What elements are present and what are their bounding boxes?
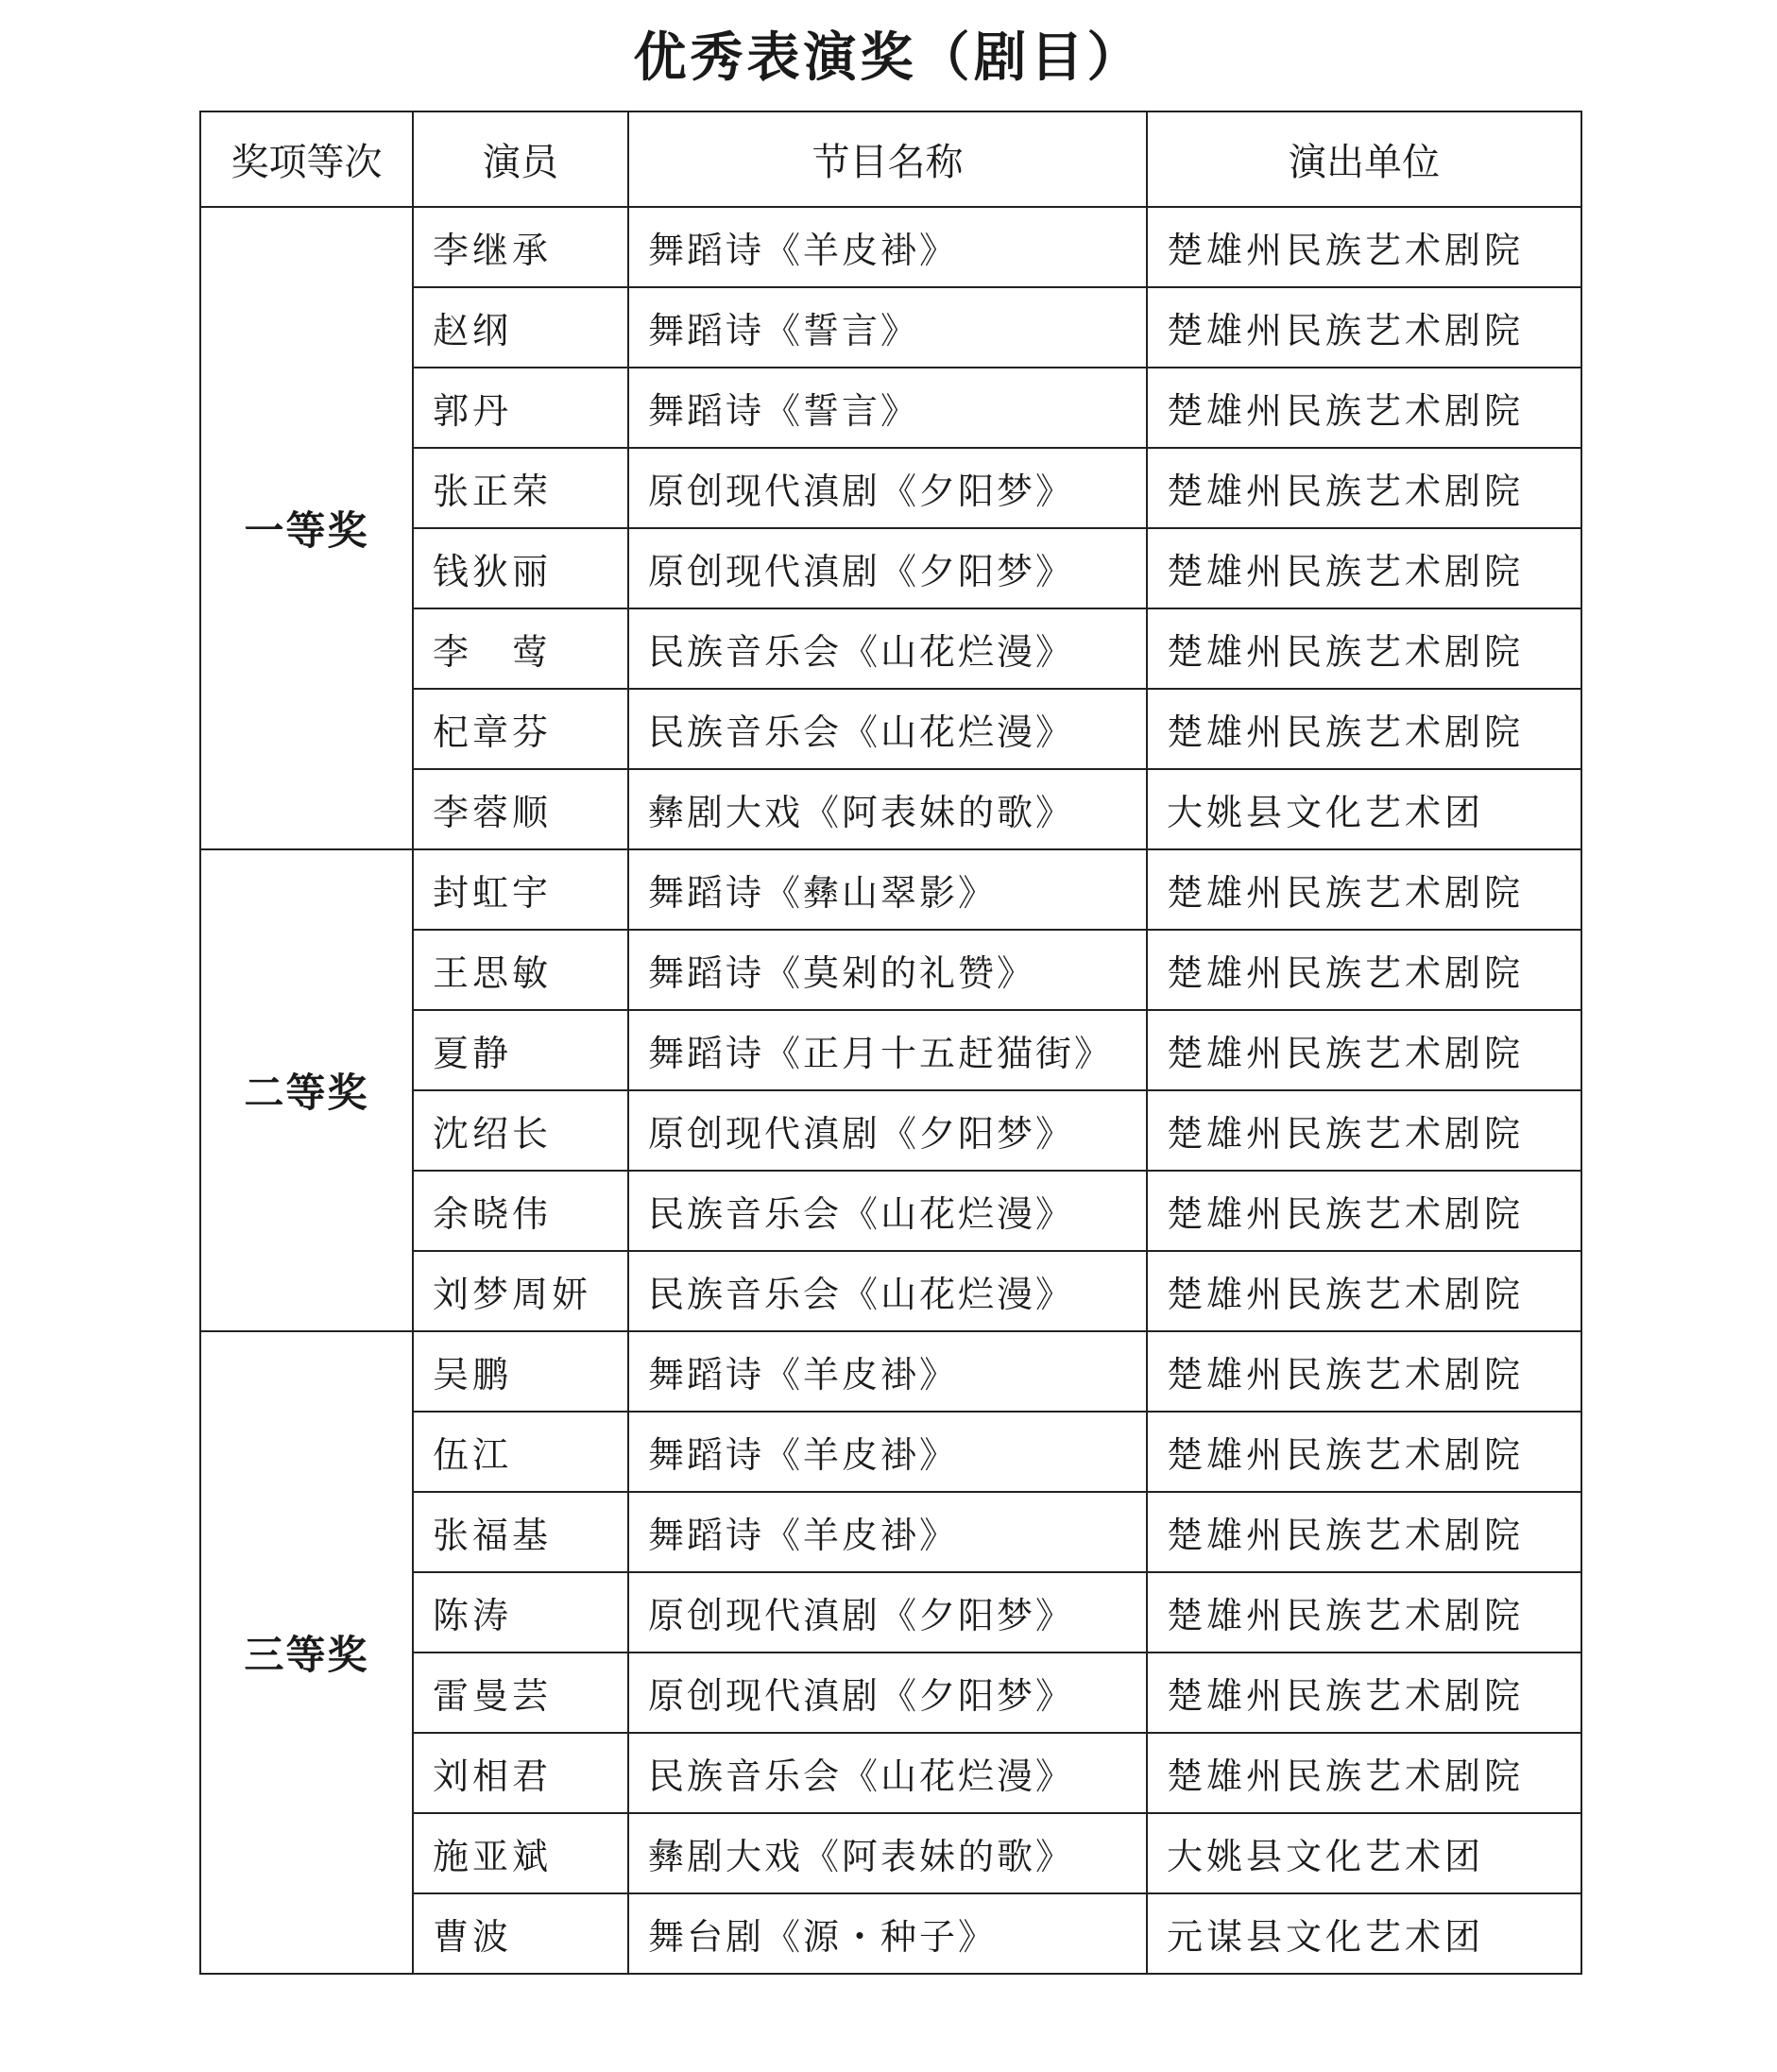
program-cell: 彝剧大戏《阿表妹的歌》 <box>628 1813 1147 1893</box>
unit-cell: 楚雄州民族艺术剧院 <box>1147 528 1581 608</box>
actor-cell: 雷曼芸 <box>413 1652 628 1733</box>
program-cell: 民族音乐会《山花烂漫》 <box>628 1733 1147 1813</box>
program-cell: 舞蹈诗《彝山翠影》 <box>628 849 1147 930</box>
unit-cell: 楚雄州民族艺术剧院 <box>1147 1171 1581 1251</box>
program-cell: 民族音乐会《山花烂漫》 <box>628 608 1147 689</box>
table-body <box>200 207 1581 1974</box>
actor-cell: 李蓉顺 <box>413 769 628 849</box>
program-cell: 舞蹈诗《誓言》 <box>628 287 1147 368</box>
header-row <box>200 111 1581 207</box>
unit-cell: 楚雄州民族艺术剧院 <box>1147 1652 1581 1733</box>
header-program: 节目名称 <box>628 111 1147 207</box>
actor-cell: 吴鹏 <box>413 1331 628 1412</box>
actor-cell: 余晓伟 <box>413 1171 628 1251</box>
actor-cell: 钱狄丽 <box>413 528 628 608</box>
actor-cell: 郭丹 <box>413 368 628 448</box>
program-cell: 舞蹈诗《羊皮褂》 <box>628 1331 1147 1412</box>
unit-cell: 楚雄州民族艺术剧院 <box>1147 1010 1581 1090</box>
unit-cell: 楚雄州民族艺术剧院 <box>1147 1331 1581 1412</box>
actor-cell: 伍江 <box>413 1412 628 1492</box>
actor-cell: 李 莺 <box>413 608 628 689</box>
program-cell: 彝剧大戏《阿表妹的歌》 <box>628 769 1147 849</box>
program-cell: 民族音乐会《山花烂漫》 <box>628 1171 1147 1251</box>
unit-cell: 楚雄州民族艺术剧院 <box>1147 1251 1581 1331</box>
program-cell: 民族音乐会《山花烂漫》 <box>628 689 1147 769</box>
actor-cell: 曹波 <box>413 1893 628 1974</box>
award-rank-cell: 二等奖 <box>200 849 413 1331</box>
actor-cell: 夏静 <box>413 1010 628 1090</box>
program-cell: 舞蹈诗《羊皮褂》 <box>628 1412 1147 1492</box>
program-cell: 原创现代滇剧《夕阳梦》 <box>628 448 1147 528</box>
actor-cell: 封虹宇 <box>413 849 628 930</box>
unit-cell: 楚雄州民族艺术剧院 <box>1147 1412 1581 1492</box>
table-header <box>200 111 1581 207</box>
actor-cell: 王思敏 <box>413 930 628 1010</box>
program-cell: 舞台剧《源・种子》 <box>628 1893 1147 1974</box>
program-cell: 舞蹈诗《羊皮褂》 <box>628 1492 1147 1572</box>
unit-cell: 楚雄州民族艺术剧院 <box>1147 930 1581 1010</box>
award-table <box>199 111 1582 1975</box>
unit-cell: 楚雄州民族艺术剧院 <box>1147 448 1581 528</box>
actor-cell: 张正荣 <box>413 448 628 528</box>
actor-cell: 杞章芬 <box>413 689 628 769</box>
award-rank-cell: 一等奖 <box>200 207 413 849</box>
program-cell: 原创现代滇剧《夕阳梦》 <box>628 1090 1147 1171</box>
program-cell: 原创现代滇剧《夕阳梦》 <box>628 1572 1147 1652</box>
unit-cell: 楚雄州民族艺术剧院 <box>1147 608 1581 689</box>
actor-cell: 施亚斌 <box>413 1813 628 1893</box>
unit-cell: 楚雄州民族艺术剧院 <box>1147 368 1581 448</box>
unit-cell: 大姚县文化艺术团 <box>1147 769 1581 849</box>
page-title: 优秀表演奖（剧目） <box>633 27 1144 89</box>
actor-cell: 陈涛 <box>413 1572 628 1652</box>
unit-cell: 元谋县文化艺术团 <box>1147 1893 1581 1974</box>
header-rank: 奖项等次 <box>200 111 413 207</box>
unit-cell: 楚雄州民族艺术剧院 <box>1147 849 1581 930</box>
header-actor: 演员 <box>413 111 628 207</box>
unit-cell: 楚雄州民族艺术剧院 <box>1147 689 1581 769</box>
unit-cell: 大姚县文化艺术团 <box>1147 1813 1581 1893</box>
award-rank-cell: 三等奖 <box>200 1331 413 1974</box>
program-cell: 原创现代滇剧《夕阳梦》 <box>628 528 1147 608</box>
unit-cell: 楚雄州民族艺术剧院 <box>1147 1492 1581 1572</box>
actor-cell: 张福基 <box>413 1492 628 1572</box>
actor-cell: 沈绍长 <box>413 1090 628 1171</box>
program-cell: 舞蹈诗《莫剁的礼赞》 <box>628 930 1147 1010</box>
program-cell: 舞蹈诗《正月十五赶猫街》 <box>628 1010 1147 1090</box>
unit-cell: 楚雄州民族艺术剧院 <box>1147 1733 1581 1813</box>
header-unit: 演出单位 <box>1147 111 1581 207</box>
actor-cell: 刘相君 <box>413 1733 628 1813</box>
actor-cell: 李继承 <box>413 207 628 287</box>
program-cell: 舞蹈诗《誓言》 <box>628 368 1147 448</box>
actor-cell: 赵纲 <box>413 287 628 368</box>
table-row <box>200 1331 1581 1412</box>
actor-cell: 刘梦周妍 <box>413 1251 628 1331</box>
unit-cell: 楚雄州民族艺术剧院 <box>1147 287 1581 368</box>
unit-cell: 楚雄州民族艺术剧院 <box>1147 207 1581 287</box>
program-cell: 民族音乐会《山花烂漫》 <box>628 1251 1147 1331</box>
program-cell: 原创现代滇剧《夕阳梦》 <box>628 1652 1147 1733</box>
table-row <box>200 849 1581 930</box>
table-row <box>200 207 1581 287</box>
unit-cell: 楚雄州民族艺术剧院 <box>1147 1572 1581 1652</box>
program-cell: 舞蹈诗《羊皮褂》 <box>628 207 1147 287</box>
unit-cell: 楚雄州民族艺术剧院 <box>1147 1090 1581 1171</box>
